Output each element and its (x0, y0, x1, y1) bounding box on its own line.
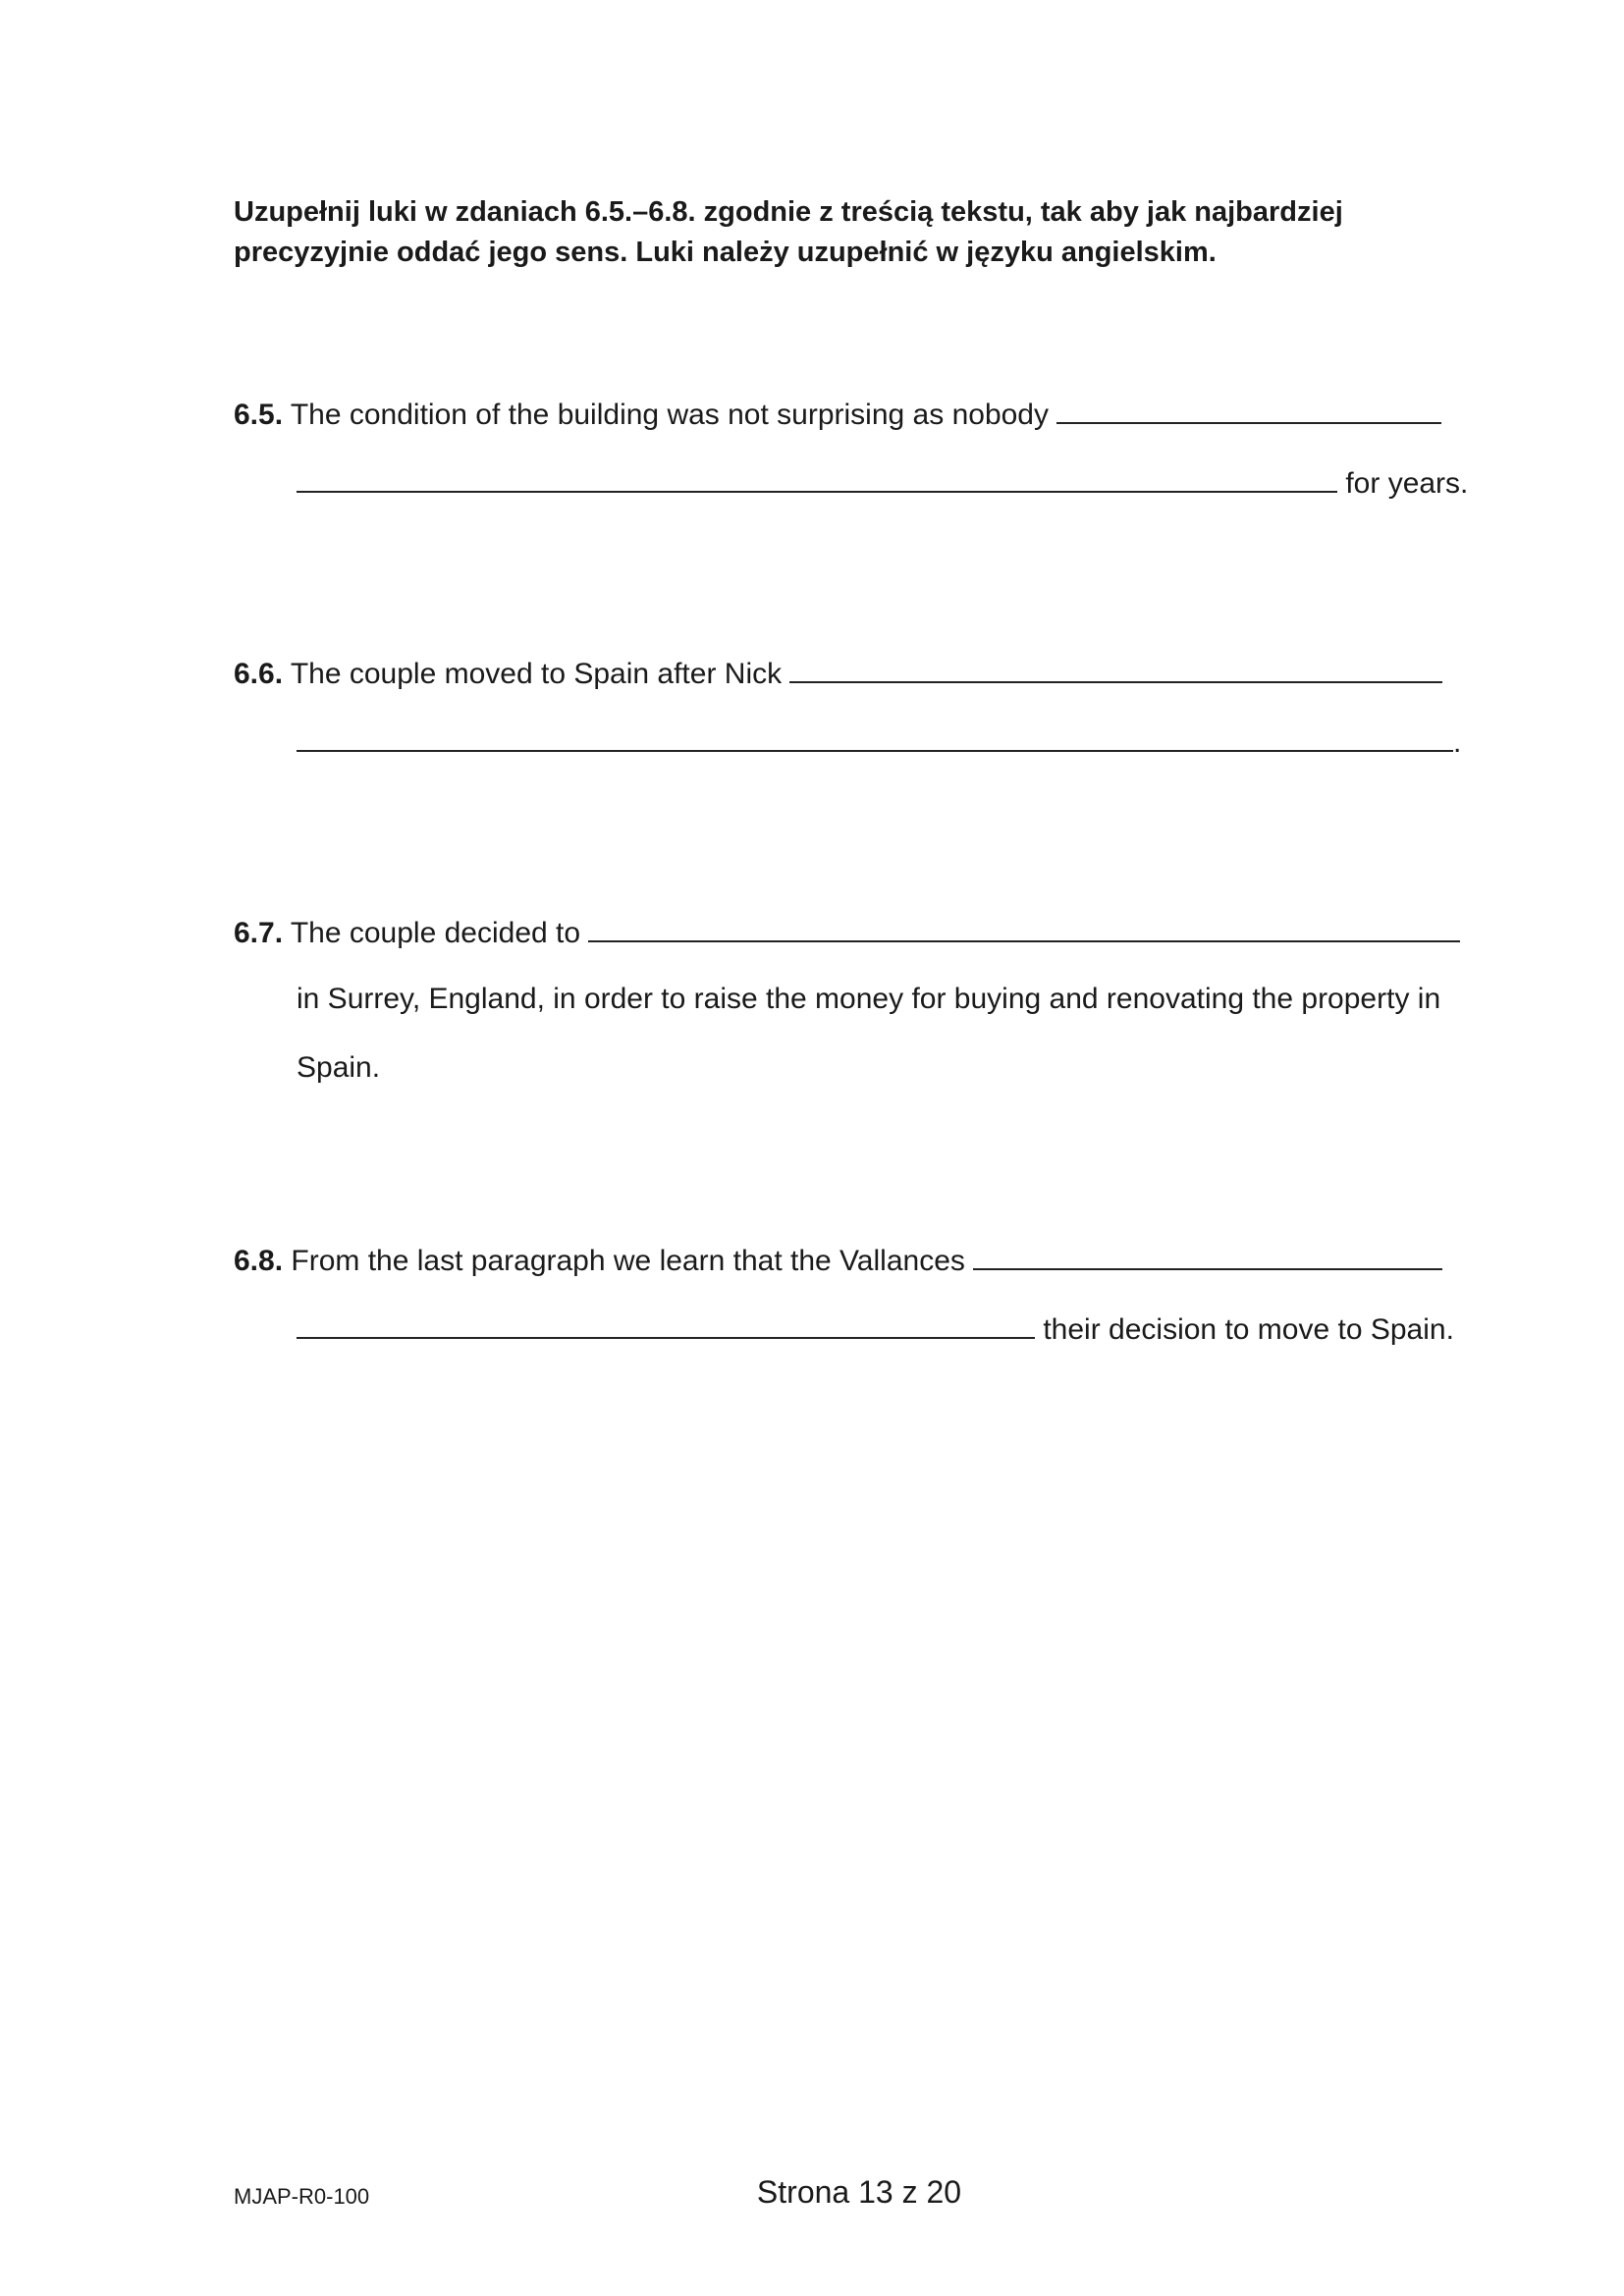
item-text-continued: in Surrey, England, in order to raise the money for buying and renovating the property in (297, 983, 1441, 1015)
item-text: The couple moved to Spain after Nick (290, 658, 783, 690)
item-number: 6.7. (234, 917, 284, 949)
instruction-line-2: precyzyjnie oddać jego sens. Luki należy uzupełnić w języku angielskim. (234, 237, 1217, 268)
item-number: 6.5. (234, 399, 284, 431)
item-text-end: Spain. (297, 1051, 381, 1084)
answer-gap[interactable] (588, 911, 1460, 942)
answer-gap[interactable] (973, 1239, 1442, 1270)
page-number: Strona 13 z 20 (756, 2174, 962, 2210)
answer-gap-continued[interactable] (297, 1308, 1035, 1339)
answer-gap-continued[interactable] (297, 461, 1337, 493)
item-text: The condition of the building was not surprising as nobody (290, 399, 1049, 431)
item-text: From the last paragraph we learn that the Vallances (291, 1245, 965, 1277)
item-text-end: their decision to move to Spain. (1043, 1313, 1454, 1346)
item-number: 6.8. (234, 1245, 284, 1277)
answer-gap[interactable] (789, 652, 1442, 683)
item-text: The couple decided to (290, 917, 581, 949)
exam-code: MJAP-R0-100 (234, 2184, 370, 2209)
answer-gap-continued[interactable] (297, 721, 1453, 752)
item-text-end: . (1453, 726, 1462, 759)
item-number: 6.6. (234, 658, 284, 690)
item-text-end: for years. (1345, 467, 1469, 500)
task-instruction (234, 192, 1471, 273)
answer-gap[interactable] (1056, 393, 1441, 424)
instruction-line-1: Uzupełnij luki w zdaniach 6.5.–6.8. zgodnie z treścią tekstu, tak aby jak najbardziej (234, 196, 1343, 228)
